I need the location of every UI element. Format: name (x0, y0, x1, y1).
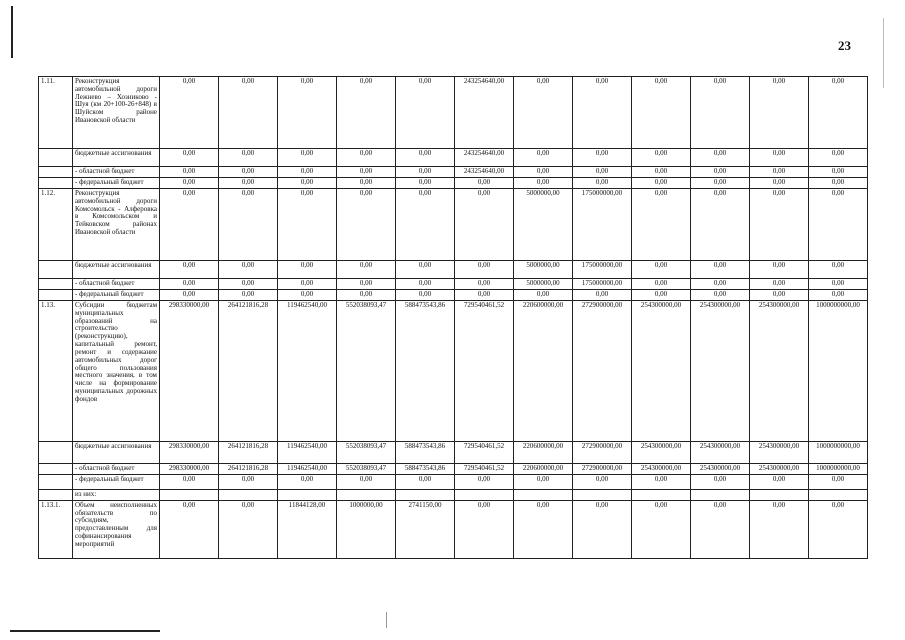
row-code (39, 490, 73, 501)
value-cell: 254300000,00 (691, 301, 750, 442)
value-cell: 0,00 (455, 279, 514, 290)
value-cell: 0,00 (219, 261, 278, 279)
value-cell: 0,00 (160, 77, 219, 149)
table-row-item (39, 500, 868, 558)
value-cell: 0,00 (573, 77, 632, 149)
value-cell: 0,00 (455, 178, 514, 189)
value-cell: 0,00 (632, 149, 691, 167)
value-cell: 0,00 (396, 189, 455, 261)
row-description: бюджетные ассигнования (73, 149, 160, 167)
value-cell: 0,00 (278, 475, 337, 490)
value-cell (514, 490, 573, 501)
value-cell: 254300000,00 (632, 464, 691, 475)
row-code (39, 442, 73, 464)
value-cell: 0,00 (632, 178, 691, 189)
table-row-item (39, 189, 868, 261)
value-cell: 0,00 (809, 149, 868, 167)
value-cell: 0,00 (455, 290, 514, 301)
row-code: 1.13.1. (39, 500, 73, 558)
value-cell: 272900000,00 (573, 442, 632, 464)
row-description: бюджетные ассигнования (73, 261, 160, 279)
row-description: Реконструкция автомобильной дороги Лежнево – Хозниково - Шуя (км 20+100-26+848) в Шуйском районе Ивановской области (73, 77, 160, 149)
value-cell: 0,00 (809, 178, 868, 189)
value-cell: 0,00 (160, 189, 219, 261)
value-cell: 0,00 (219, 290, 278, 301)
value-cell (396, 490, 455, 501)
table-row-item (39, 301, 868, 442)
value-cell: 552038093,47 (337, 464, 396, 475)
value-cell: 0,00 (691, 178, 750, 189)
value-cell (278, 490, 337, 501)
table-row-subitem (39, 290, 868, 301)
value-cell: 0,00 (750, 475, 809, 490)
value-cell (809, 490, 868, 501)
scan-edge-left (11, 6, 13, 58)
table-row-subitem (39, 490, 868, 501)
value-cell: 0,00 (160, 500, 219, 558)
value-cell: 0,00 (337, 77, 396, 149)
value-cell: 0,00 (396, 261, 455, 279)
value-cell: 0,00 (750, 77, 809, 149)
value-cell: 0,00 (514, 77, 573, 149)
table-row-subitem (39, 178, 868, 189)
value-cell: 298330000,00 (160, 442, 219, 464)
row-code (39, 290, 73, 301)
row-code (39, 178, 73, 189)
value-cell: 0,00 (750, 167, 809, 178)
value-cell: 220600000,00 (514, 442, 573, 464)
value-cell: 0,00 (455, 500, 514, 558)
value-cell: 264121816,28 (219, 301, 278, 442)
value-cell: 254300000,00 (750, 442, 809, 464)
row-code: 1.12. (39, 189, 73, 261)
value-cell: 0,00 (573, 167, 632, 178)
value-cell: 272900000,00 (573, 301, 632, 442)
value-cell: 254300000,00 (632, 301, 691, 442)
value-cell: 588473543,86 (396, 301, 455, 442)
row-description: Объем неисполненных обязательств по субсидиям, предоставленным для софинансирования мероприятий (73, 500, 160, 558)
value-cell: 119462540,00 (278, 301, 337, 442)
value-cell: 0,00 (691, 189, 750, 261)
value-cell: 254300000,00 (632, 442, 691, 464)
table-row-subitem (39, 464, 868, 475)
value-cell: 0,00 (691, 290, 750, 301)
value-cell: 0,00 (337, 290, 396, 301)
value-cell: 0,00 (573, 290, 632, 301)
value-cell: 5000000,00 (514, 189, 573, 261)
value-cell: 0,00 (809, 77, 868, 149)
value-cell: 0,00 (573, 475, 632, 490)
value-cell: 0,00 (632, 290, 691, 301)
value-cell: 175000000,00 (573, 261, 632, 279)
value-cell: 0,00 (219, 77, 278, 149)
budget-table (38, 76, 868, 559)
value-cell: 0,00 (337, 189, 396, 261)
value-cell: 0,00 (455, 189, 514, 261)
value-cell: 0,00 (278, 189, 337, 261)
value-cell: 0,00 (632, 500, 691, 558)
value-cell: 0,00 (396, 475, 455, 490)
value-cell: 0,00 (691, 279, 750, 290)
value-cell: 0,00 (396, 290, 455, 301)
value-cell: 254300000,00 (691, 464, 750, 475)
value-cell: 0,00 (691, 475, 750, 490)
value-cell: 0,00 (160, 261, 219, 279)
row-description: - федеральный бюджет (73, 178, 160, 189)
value-cell: 0,00 (573, 500, 632, 558)
value-cell: 0,00 (219, 149, 278, 167)
value-cell (573, 490, 632, 501)
value-cell: 0,00 (455, 475, 514, 490)
value-cell (337, 490, 396, 501)
value-cell: 0,00 (750, 178, 809, 189)
value-cell (632, 490, 691, 501)
value-cell: 220600000,00 (514, 464, 573, 475)
value-cell: 729540461,52 (455, 464, 514, 475)
value-cell: 0,00 (691, 500, 750, 558)
row-description: - областной бюджет (73, 167, 160, 178)
table-row-subitem (39, 167, 868, 178)
value-cell: 0,00 (691, 77, 750, 149)
value-cell: 220600000,00 (514, 301, 573, 442)
value-cell: 0,00 (750, 290, 809, 301)
value-cell: 0,00 (691, 149, 750, 167)
value-cell: 0,00 (573, 149, 632, 167)
value-cell: 0,00 (337, 261, 396, 279)
value-cell: 0,00 (809, 167, 868, 178)
value-cell: 0,00 (750, 149, 809, 167)
row-code (39, 167, 73, 178)
value-cell: 272900000,00 (573, 464, 632, 475)
value-cell: 0,00 (514, 290, 573, 301)
value-cell: 0,00 (219, 178, 278, 189)
value-cell: 0,00 (514, 167, 573, 178)
row-code (39, 149, 73, 167)
value-cell: 1000000000,00 (809, 464, 868, 475)
value-cell: 0,00 (750, 189, 809, 261)
value-cell: 552038093,47 (337, 442, 396, 464)
value-cell: 264121816,28 (219, 464, 278, 475)
value-cell: 0,00 (160, 475, 219, 490)
value-cell: 0,00 (337, 279, 396, 290)
value-cell: 0,00 (809, 189, 868, 261)
value-cell: 243254640,00 (455, 77, 514, 149)
row-code (39, 475, 73, 490)
value-cell: 0,00 (278, 167, 337, 178)
value-cell: 0,00 (514, 178, 573, 189)
value-cell: 0,00 (219, 189, 278, 261)
value-cell: 0,00 (514, 475, 573, 490)
value-cell: 254300000,00 (750, 301, 809, 442)
row-description: - областной бюджет (73, 279, 160, 290)
value-cell: 298330000,00 (160, 301, 219, 442)
value-cell: 5000000,00 (514, 261, 573, 279)
value-cell: 1000000,00 (337, 500, 396, 558)
table-row-item (39, 77, 868, 149)
value-cell: 0,00 (219, 279, 278, 290)
value-cell: 0,00 (337, 167, 396, 178)
value-cell: 0,00 (809, 279, 868, 290)
table-body (39, 77, 868, 559)
row-description: - федеральный бюджет (73, 475, 160, 490)
row-description: бюджетные ассигнования (73, 442, 160, 464)
value-cell: 2741150,00 (396, 500, 455, 558)
value-cell: 0,00 (809, 500, 868, 558)
center-fold-mark (386, 612, 387, 628)
value-cell: 0,00 (750, 261, 809, 279)
value-cell: 119462540,00 (278, 442, 337, 464)
value-cell: 0,00 (160, 149, 219, 167)
value-cell (691, 490, 750, 501)
value-cell: 0,00 (396, 279, 455, 290)
value-cell: 175000000,00 (573, 189, 632, 261)
row-code (39, 261, 73, 279)
row-description: Субсидии бюджетам муниципальных образований на строительство (реконструкцию), капитальный ремонт, ремонт и содержание автомобильных дорог общего пользования местного значения, в том числе на формирование муниципальных дорожных фондов (73, 301, 160, 442)
value-cell: 0,00 (809, 261, 868, 279)
value-cell: 0,00 (809, 475, 868, 490)
value-cell: 0,00 (278, 261, 337, 279)
value-cell: 0,00 (219, 167, 278, 178)
value-cell: 0,00 (691, 261, 750, 279)
value-cell: 0,00 (632, 167, 691, 178)
value-cell: 0,00 (632, 77, 691, 149)
table-row-subitem (39, 475, 868, 490)
row-code (39, 464, 73, 475)
value-cell: 119462540,00 (278, 464, 337, 475)
value-cell: 0,00 (278, 290, 337, 301)
value-cell: 0,00 (396, 178, 455, 189)
value-cell: 0,00 (160, 167, 219, 178)
table-row-subitem (39, 442, 868, 464)
value-cell: 0,00 (514, 149, 573, 167)
value-cell: 0,00 (337, 475, 396, 490)
table-row-subitem (39, 149, 868, 167)
value-cell: 0,00 (278, 77, 337, 149)
value-cell: 0,00 (396, 167, 455, 178)
value-cell: 588473543,86 (396, 442, 455, 464)
value-cell: 298330000,00 (160, 464, 219, 475)
row-description: - федеральный бюджет (73, 290, 160, 301)
row-code (39, 279, 73, 290)
value-cell: 0,00 (278, 149, 337, 167)
value-cell: 0,00 (396, 77, 455, 149)
value-cell (750, 490, 809, 501)
value-cell: 0,00 (632, 261, 691, 279)
value-cell: 0,00 (809, 290, 868, 301)
value-cell: 0,00 (337, 178, 396, 189)
value-cell: 0,00 (160, 290, 219, 301)
value-cell: 0,00 (278, 279, 337, 290)
value-cell: 0,00 (514, 500, 573, 558)
value-cell: 0,00 (750, 500, 809, 558)
value-cell: 0,00 (337, 149, 396, 167)
value-cell: 729540461,52 (455, 442, 514, 464)
table-row-subitem (39, 261, 868, 279)
value-cell: 552038093,47 (337, 301, 396, 442)
value-cell (219, 490, 278, 501)
scan-edge-right (883, 18, 884, 88)
row-description: из них: (73, 490, 160, 501)
value-cell: 254300000,00 (691, 442, 750, 464)
value-cell: 0,00 (573, 178, 632, 189)
value-cell (160, 490, 219, 501)
value-cell: 588473543,86 (396, 464, 455, 475)
value-cell: 0,00 (632, 475, 691, 490)
value-cell: 243254640,00 (455, 167, 514, 178)
value-cell: 0,00 (219, 475, 278, 490)
value-cell: 1000000000,00 (809, 442, 868, 464)
value-cell: 254300000,00 (750, 464, 809, 475)
value-cell: 0,00 (632, 189, 691, 261)
value-cell: 0,00 (219, 500, 278, 558)
value-cell: 0,00 (396, 149, 455, 167)
value-cell (455, 490, 514, 501)
row-description: - областной бюджет (73, 464, 160, 475)
page-number: 23 (838, 38, 851, 53)
value-cell: 0,00 (160, 178, 219, 189)
value-cell: 175000000,00 (573, 279, 632, 290)
value-cell: 0,00 (750, 279, 809, 290)
row-code: 1.13. (39, 301, 73, 442)
value-cell: 0,00 (691, 167, 750, 178)
value-cell: 729540461,52 (455, 301, 514, 442)
value-cell: 1000000000,00 (809, 301, 868, 442)
footnote-rule (10, 630, 160, 632)
row-code: 1.11. (39, 77, 73, 149)
value-cell: 11844128,00 (278, 500, 337, 558)
row-description: Реконструкция автомобильной дороги Комсомольск - Алферовка в Комсомольском и Тейковском районах Ивановской области (73, 189, 160, 261)
value-cell: 243254640,00 (455, 149, 514, 167)
table-row-subitem (39, 279, 868, 290)
value-cell: 264121816,28 (219, 442, 278, 464)
value-cell: 0,00 (632, 279, 691, 290)
value-cell: 5000000,00 (514, 279, 573, 290)
value-cell: 0,00 (278, 178, 337, 189)
value-cell: 0,00 (455, 261, 514, 279)
value-cell: 0,00 (160, 279, 219, 290)
